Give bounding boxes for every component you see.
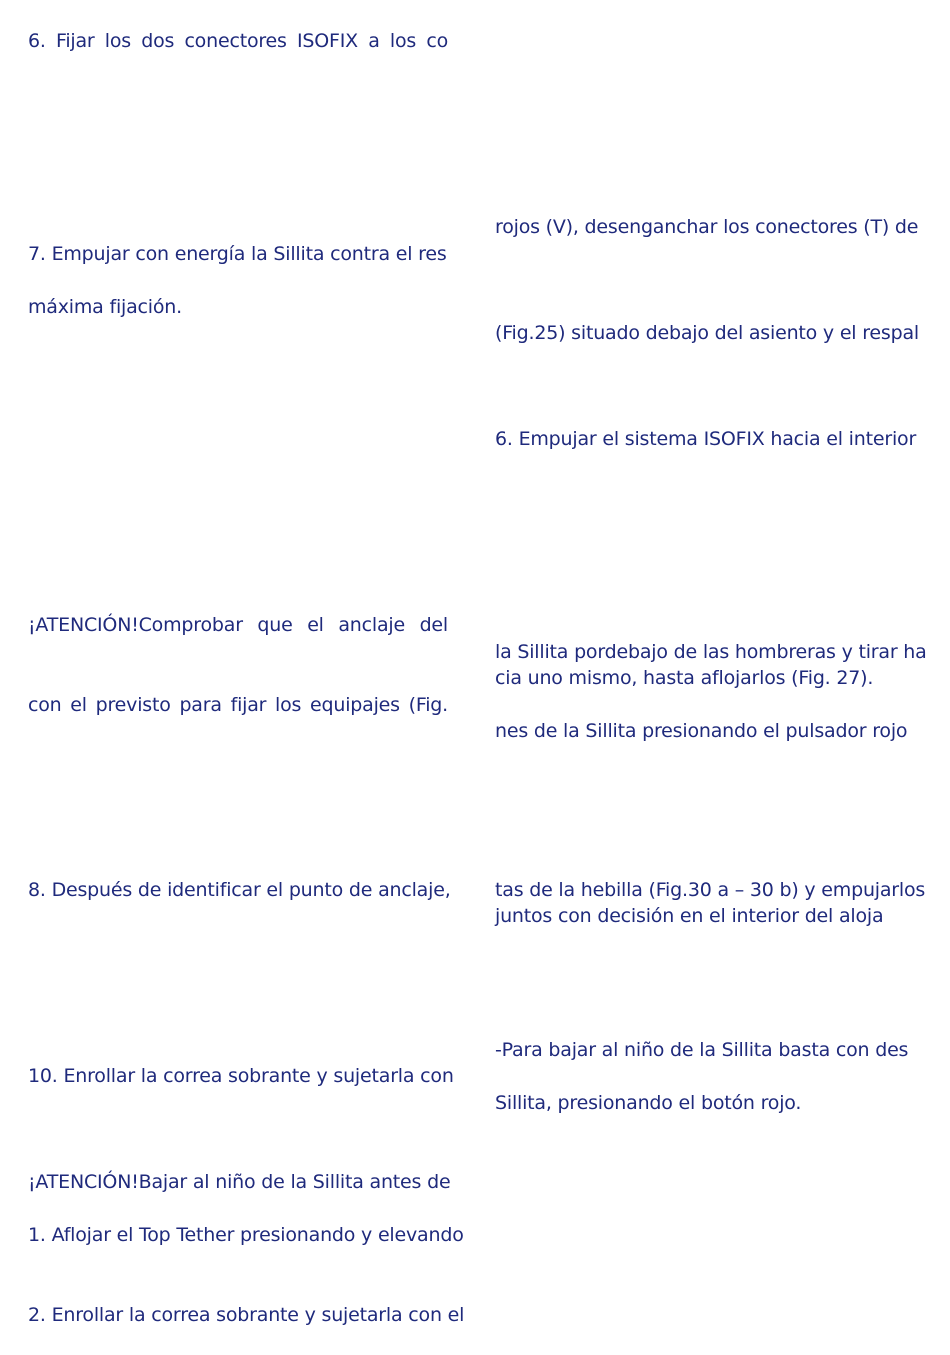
- instruction-line: la Sillita pordebajo de las hombreras y tirar ha: [495, 641, 927, 663]
- instruction-line: 10. Enrollar la correa sobrante y sujetarla con: [28, 1065, 454, 1087]
- warning-line: ¡ATENCIÓN!Bajar al niño de la Sillita antes de: [28, 1171, 451, 1193]
- instruction-line: 7. Empujar con energía la Sillita contra el res: [28, 243, 447, 265]
- instruction-line: tas de la hebilla (Fig.30 a – 30 b) y empujarlos: [495, 879, 926, 901]
- instruction-line: cia uno mismo, hasta aflojarlos (Fig. 27).: [495, 667, 874, 689]
- instruction-line: máxima fijación.: [28, 296, 182, 318]
- instruction-line: 6. Empujar el sistema ISOFIX hacia el interior: [495, 428, 917, 450]
- instruction-line: juntos con decisión en el interior del aloja: [495, 905, 884, 927]
- instruction-paragraph: [495, 877, 926, 929]
- instruction-line: 8. Después de identificar el punto de anclaje,: [28, 879, 451, 901]
- instruction-line: nes de la Sillita presionando el pulsador rojo: [495, 720, 908, 742]
- instruction-line: 6. Fijar los dos conectores ISOFIX a los co: [28, 30, 448, 52]
- instruction-line: rojos (V), desenganchar los conectores (T) de: [495, 216, 919, 238]
- instruction-line: 2. Enrollar la correa sobrante y sujetarla con el: [28, 1304, 465, 1326]
- instruction-line: -Para bajar al niño de la Sillita basta con des: [495, 1039, 909, 1061]
- instruction-line: 1. Aflojar el Top Tether presionando y elevando: [28, 1224, 464, 1246]
- instruction-line: (Fig.25) situado debajo del asiento y el respal: [495, 322, 919, 344]
- instruction-paragraph: [495, 639, 927, 691]
- warning-line: ¡ATENCIÓN!Comprobar que el anclaje del: [28, 614, 448, 636]
- instruction-line: Sillita, presionando el botón rojo.: [495, 1092, 802, 1114]
- warning-line: con el previsto para fijar los equipajes (Fig.: [28, 694, 448, 716]
